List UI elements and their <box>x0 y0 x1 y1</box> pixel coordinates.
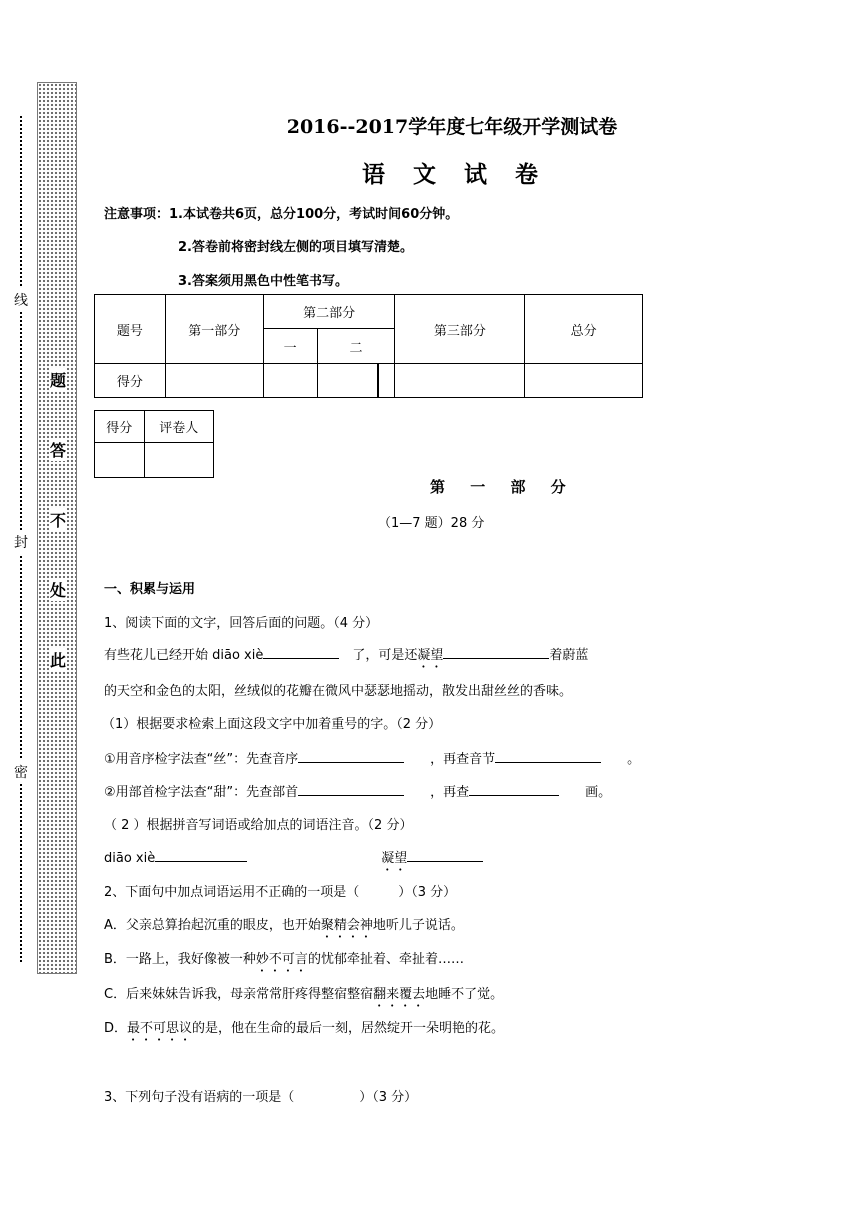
part1-heading: 一、积累与运用 <box>104 582 196 597</box>
q2-stem: 2、下面句中加点词语运用不正确的一项是（ ）（3 分） <box>104 885 457 900</box>
grader-name-label: 评卷人 <box>144 411 213 443</box>
grader-box <box>94 410 214 478</box>
answer-blank-bihua[interactable] <box>469 782 559 796</box>
header-part1: 第一部分 <box>165 295 263 364</box>
q1-sub2: （ 2 ）根据拼音写词语或给加点的词语注音。（2 分） <box>104 818 413 833</box>
seal-char-mi: 密 <box>14 760 28 784</box>
q3-stem: 3、下列句子没有语病的一项是（ ）（3 分） <box>104 1090 418 1105</box>
grader-score-cell[interactable] <box>95 443 145 478</box>
q1-sub1-b: ②用部首检字法查“甜”：先查部首 ，再查 画。 <box>104 781 611 800</box>
grader-score-label: 得分 <box>95 411 145 443</box>
score-cell-part2-one[interactable] <box>263 364 317 398</box>
seal-warning-char: 题 <box>49 368 67 391</box>
row-score-label: 得分 <box>95 364 166 398</box>
answer-blank-ningwang[interactable] <box>407 848 483 862</box>
seal-warning-char: 答 <box>49 438 67 461</box>
q1-sub2-answers: diāo xiè 凝望 <box>104 847 483 874</box>
answer-blank-diaoxie[interactable] <box>155 848 247 862</box>
header-question-number: 题号 <box>95 295 166 364</box>
q2-option-d[interactable]: D．最不可思议的是，他在生命的最后一刻，居然绽开一朵明艳的花。 <box>104 1021 505 1036</box>
score-table <box>94 294 643 398</box>
header-total: 总分 <box>525 295 643 364</box>
q1-sub1-a: ①用音序检字法查“丝”：先查音序 ，再查音节 。 <box>104 748 640 767</box>
q1-passage-line1: 有些花儿已经开始 diāo xiè 了，可是还凝望 着蔚蓝 <box>104 644 588 671</box>
seal-char-feng: 封 <box>14 530 28 554</box>
q1-passage-line2: 的天空和金色的太阳，丝绒似的花瓣在微风中瑟瑟地摇动，散发出甜丝丝的香味。 <box>104 684 573 699</box>
header-part2: 第二部分 <box>263 295 395 329</box>
section-subtitle: （1—7 题）28 分 <box>378 516 485 531</box>
answer-blank-yinjie[interactable] <box>495 749 601 763</box>
q1-blank-diaoxie[interactable] <box>263 645 339 659</box>
notes-item-2: 2.答卷前将密封线左侧的项目填写清楚。 <box>178 240 413 255</box>
seal-warning-char: 此 <box>49 648 67 671</box>
score-cell-total[interactable] <box>525 364 643 398</box>
q1-sub1: （1）根据要求检索上面这段文字中加着重号的字。（2 分） <box>102 717 442 732</box>
q1-dotted-word: 凝望 <box>417 648 444 663</box>
notes-item-3: 3.答案须用黑色中性笔书写。 <box>178 274 348 289</box>
score-cell-part1[interactable] <box>165 364 263 398</box>
seal-char-xian: 线 <box>14 288 28 312</box>
answer-blank-yinxu[interactable] <box>298 749 404 763</box>
header-part3: 第三部分 <box>395 295 525 364</box>
score-cell-part3[interactable] <box>395 364 525 398</box>
answer-blank-bushou[interactable] <box>298 782 404 796</box>
header-part2-one: 一 <box>263 329 317 364</box>
notes-label: 注意事项： <box>104 207 170 222</box>
seal-warning-char: 不 <box>49 508 67 531</box>
header-part2-two: 二 <box>317 329 395 364</box>
score-cell-spacer <box>378 364 395 398</box>
q2-option-b[interactable]: B．一路上，我好像被一种妙不可言的忧郁牵扯着、牵扯着…… <box>104 952 464 967</box>
section-title: 第 一 部 分 <box>430 478 566 496</box>
seal-warning-char: 处 <box>49 578 67 601</box>
grader-name-cell[interactable] <box>144 443 213 478</box>
q1-stem: 1、阅读下面的文字，回答后面的问题。（4 分） <box>104 616 379 631</box>
subject-title: 语 文 试 卷 <box>361 161 549 188</box>
q2-option-c[interactable]: C．后来妹妹告诉我，母亲常常肝疼得整宿整宿翻来覆去地睡不了觉。 <box>104 987 504 1002</box>
q2-option-a[interactable]: A．父亲总算抬起沉重的眼皮，也开始聚精会神地听儿子说话。 <box>104 918 464 933</box>
exam-title: 2016--2017学年度七年级开学测试卷 <box>286 116 618 138</box>
q1-blank-after-ningwang[interactable] <box>443 645 549 659</box>
score-cell-part2-two[interactable] <box>317 364 378 398</box>
notes-item-1: 注意事项：1.本试卷共6页，总分100分，考试时间60分钟。 <box>104 207 459 222</box>
